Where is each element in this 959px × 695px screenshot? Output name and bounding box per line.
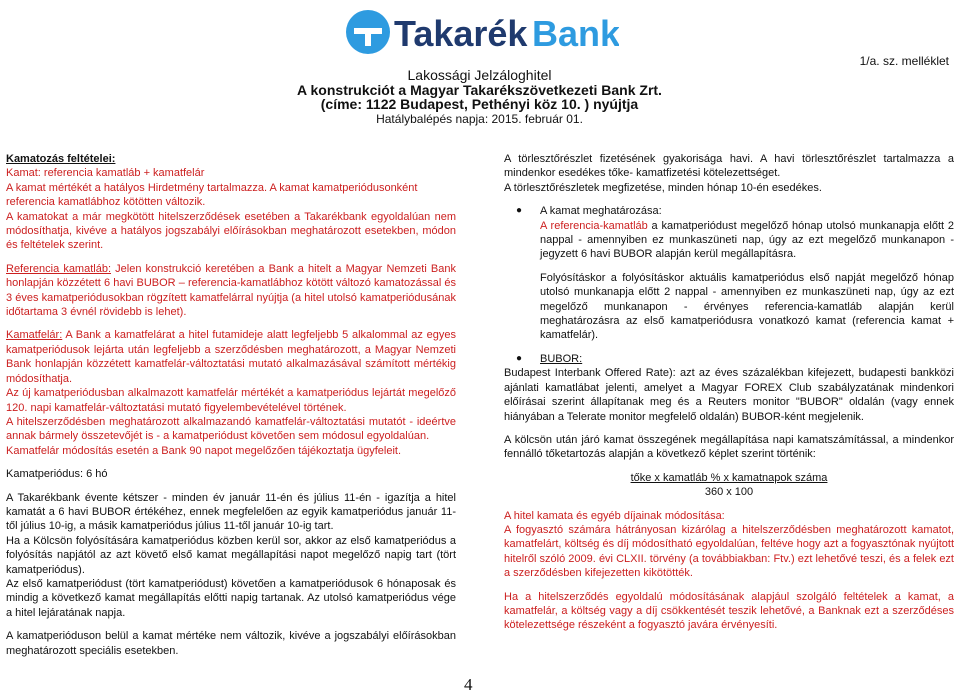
logo-mark-icon — [344, 6, 619, 58]
kamatfelar-paragraph: Kamatfelár: A Bank a kamatfelárat a hitel futamideje alatt legfeljebb 5 alkalommal az egyes kamatperiódusok lejárta után legfeljebb a szerződésben meghatározott, a Magyar Nemzeti Bank honlapján közzétett kamatfelár-változtatási mutató alkalmazásával számított mértékig módosíthatja. — [6, 329, 456, 385]
kamatperiodus-hossz: Az első kamatperiódust (tört kamatperiódust) követően a kamatperiódusok 6 hónaposak és mindig a következő kamat megállapítás előtti napig tartanak. Az utolsó kamatperiódus vége a hitel lejáratának napja. — [6, 577, 456, 619]
kamat-meghatarozas-text: A referencia-kamatláb a kamatperiódust megelőző hónap utolsó munkanapja előtt 2 nappal - amennyiben ez munkaszüneti nap, úgy az ezt megelőző munkanapon - jegyzett 6 havi BUBOR alapján kerül megállapításra. — [540, 219, 954, 261]
left-column — [6, 152, 456, 658]
list-item — [504, 352, 954, 366]
folyositas-kamat: Folyósításkor a folyósításkor aktuális kamatperiódus első napját megelőző hónap utolsó munkanapja előtt 2 nappal - amennyiben ez munkaszüneti nap, úgy az ezt megelőző munkanapon - érvényes referencia-kamatláb alapján kerül meghatározásra az első kamatperiódusra vonatkozó kamat (referencia kamat + kamatfelár). — [540, 271, 954, 342]
referencia-kamatlab-paragraph: Referencia kamatláb: Jelen konstrukció keretében a Bank a hitelt a Magyar Nemzeti Bank honlapján közzétett 6 havi BUBOR – referencia-kamatlábhoz kötött változó kamatozással és 3 éves kamatperiódusokban rögzített kamatfelárral nyújtja (a hitel utolsó kamatperiódusának időtartama 3 évnél rövidebb is lehet). — [6, 262, 456, 319]
kamat-szamitas: A kölcsön után járó kamat összegének megállapítása napi kamatszámítással, a mindenkor fennálló tőketartozás alapján a következő képlet szerint történik: — [504, 433, 954, 461]
formula-denominator: 360 x 100 — [704, 486, 754, 499]
kamatperiodus-valtozatlan: A kamatperióduson belül a kamat mértéke nem változik, kivéve a jogszabályi előírásokban meghatározott speciális esetekben. — [6, 630, 456, 657]
torleszto-esedekesseg: A törlesztőrészletek megfizetése, minden hónap 10-én esedékes. — [504, 181, 822, 194]
header-effective-date: Hatálybalépés napja: 2015. február 01. — [376, 111, 583, 126]
takarekbank-logo — [344, 6, 619, 58]
header-bank: A konstrukciót a Magyar Takarékszövetkezeti Bank Zrt. — [297, 81, 662, 98]
document-header — [0, 68, 959, 126]
bullet-icon: ● — [516, 205, 523, 217]
kamat-igazitas: A Takarékbank évente kétszer - minden év január 11-én és július 11-én - igazítja a hitel kamatát a 6 havi BUBOR értékéhez, ennek megfelelően az egyik kamatperiódus január 11-től július 10-ig, a másik kamatperiódus július 11-től január 10-ig tart. — [6, 491, 456, 533]
modositas-text: A fogyasztó számára hátrányosan kizárólag a hitelszerződésben meghatározott kamatot, kamatfelárt, költség és díj módosítható egyoldalúan, feltéve hogy azt a fogyasztónak nyújtott hitelről szóló 2009. évi CLXII. törvény (a továbbiakban: Ftv.) ezt lehetővé teszi, és a felek ezt a szerződésben kifejezetten kikötötték. — [504, 523, 954, 580]
bullet-icon: ● — [516, 352, 523, 364]
modositas-title: A hitel kamata és egyéb díjainak módosítása: — [504, 509, 725, 522]
tort-kamatperiodus: Ha a Kölcsön folyósítására kamatperiódus közben kerül sor, akkor az első kamatperiódus a folyósítás napjától az azt követő első kamat megállapítási napot megelőző napig tart (tört kamatperiódus). — [6, 534, 456, 576]
right-column — [504, 152, 954, 633]
kamatperiodus-length: Kamatperiódus: 6 hó — [6, 468, 108, 481]
kamat-definition: Kamat: referencia kamatláb + kamatfelár — [6, 167, 205, 180]
bubor-definition: Budapest Interbank Offered Rate): azt az éves százalékban kifejezett, budapesti bankközi ajánlati kamatlábat jelenti, amelyet a Magyar FOREX Club szabályzatának mindenkori előírásai szerint állapítanak meg és a Reuters monitor "BUBOR" oldalán (vagy ennek hiányában a Telerate monitor megfelelő oldalán) BUBOR-ként megjelenik. — [504, 367, 954, 423]
kamat-modositas: A kamatokat a már megkötött hitelszerződések esetében a Takarékbank egyoldalúan nem módosíthatja, kivéve a hatályos jogszabályi előírásokban meghatározott esetekben, módon és feltételek szerint. — [6, 210, 456, 252]
bubor-title: BUBOR: — [540, 352, 583, 365]
kamat-meghatarozas-title: A kamat meghatározása: — [540, 205, 662, 218]
logo-text-bank: Bank — [532, 13, 619, 54]
list-item — [504, 204, 954, 262]
kamatfelar-mutato: A hitelszerződésben meghatározott alkalmazandó kamatfelár-változtatási mutatót - ideértve annak bármely összetevőjét is - a kamatperiódust követően sem módosul egyoldalúan. — [6, 415, 456, 443]
page-number: 4 — [464, 675, 473, 694]
attachment-label: 1/a. sz. melléklet — [859, 54, 949, 68]
referencia-label: Referencia kamatláb: — [6, 262, 112, 275]
csokkentes-text: Ha a hitelszerződés egyoldalú módosításának alapjául szolgáló feltételek a kamat, a kamatfelár, a költség vagy a díj csökkentését teszik lehetővé, a Banknak ezt a szerződéses kötelezettsége részeként a fogyasztó javára érvényesíti. — [504, 590, 954, 632]
kamat-hirdetmeny: A kamat mértékét a hatályos Hirdetmény tartalmazza. A kamat kamatperiódusonként referencia kamatlábhoz kötötten változik. — [6, 181, 418, 209]
header-product: Lakossági Jelzáloghitel — [407, 67, 552, 83]
kamatfelar-label: Kamatfelár: — [6, 329, 63, 342]
kamatfelar-tajekoztatas: Kamatfelár módosítás esetén a Bank 90 napot megelőzően tájékoztatja ügyfeleit. — [6, 444, 402, 457]
kamatfelar-120-nap: Az új kamatperiódusban alkalmazott kamatfelár mértékét a kamatperiódus lejártát megelőző 120. napi kamatfelár-változtatási mutató figyelembevételével történek. — [6, 387, 456, 414]
header-address: (címe: 1122 Budapest, Pethényi köz 10. ) nyújtja — [320, 96, 639, 112]
torleszto-gyakorisag: A törlesztőrészlet fizetésének gyakorisága havi. A havi törlesztőrészlet tartalmazza a mindenkor esedékes tőke- kamatfizetési kötelezettséget. — [504, 153, 954, 180]
formula-numerator: tőke x kamatláb % x kamatnapok száma — [630, 471, 828, 484]
logo-text-takarek: Takarék — [394, 13, 528, 54]
section-title: Kamatozás feltételei: — [6, 153, 116, 165]
